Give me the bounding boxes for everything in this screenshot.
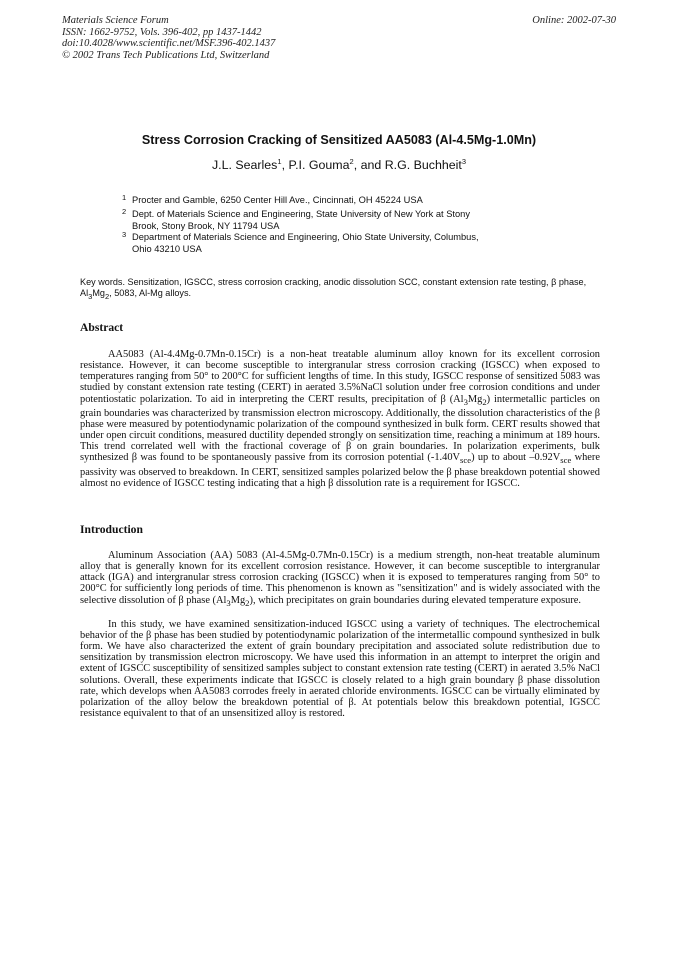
affiliation-number: 2 <box>122 207 127 217</box>
introduction-text: Mg <box>230 594 246 606</box>
affiliation-1 <box>122 195 479 206</box>
author-affil-mark: 2 <box>349 157 354 166</box>
keywords-text: Mg <box>92 288 105 299</box>
affiliation-text-cont: Ohio 43210 USA <box>132 243 202 254</box>
keywords-text: Key words. Sensitization, IGSCC, stress corrosion cracking, anodic dissolution SCC, constant extension rate testing, β phase, Al <box>80 277 587 299</box>
affiliation-number: 3 <box>122 230 127 240</box>
author-name: R.G. Buchheit <box>384 158 462 173</box>
subscript: 3 <box>88 292 93 302</box>
keywords <box>80 277 600 302</box>
author-name: P.I. Gouma <box>288 158 350 173</box>
affiliation-number: 1 <box>122 193 127 202</box>
abstract-text: Mg <box>467 393 483 405</box>
author-separator: , and <box>353 158 385 173</box>
paper-title: Stress Corrosion Cracking of Sensitized AA5083 (Al-4.5Mg-1.0Mn) <box>141 133 537 147</box>
keywords-text: , 5083, Al-Mg alloys. <box>109 288 192 299</box>
abstract-text: ) up to about –0.92V <box>471 452 561 464</box>
online-date: Online: 2002-07-30 <box>532 15 616 26</box>
abstract-body <box>80 349 600 489</box>
introduction-body <box>80 550 600 719</box>
author-name: J.L. Searles <box>211 158 278 173</box>
author-list <box>62 157 616 172</box>
subscript: 2 <box>245 597 250 608</box>
affiliation-3 <box>122 232 479 255</box>
affiliation-text-cont: Brook, Stony Brook, NY 11794 USA <box>132 220 280 231</box>
abstract-text: AA5083 (Al-4.4Mg-0.7Mn-0.15Cr) is a non-heat treatable aluminum alloy known for its excellent corrosion resistance. However, it can become susceptible to intergranular stress corrosion cracking (IGSCC) when exposed to temperatures ranging from 50° to 200°C for sufficient lengths of time. In this study, IGSCC response of sensitized 5083 was studied by constant extension rate testing (CERT) in aerated 3.5%NaCl solution under free corrosion conditions and under potentiostatic polarization. To aid in interpreting the CERT results, precipitation of β (Al <box>80 349 600 405</box>
affiliation-text: Procter and Gamble, 6250 Center Hill Ave., Cincinnati, OH 45224 USA <box>132 195 423 205</box>
issn-line: ISSN: 1662-9752, Vols. 396-402, pp 1437-1442 <box>62 26 262 38</box>
affiliation-text: Department of Materials Science and Engineering, Ohio State University, Columbus, <box>132 232 479 243</box>
abstract-heading: Abstract <box>80 321 124 334</box>
subscript: 2 <box>104 292 110 302</box>
affiliation-text: Dept. of Materials Science and Engineering, State University of New York at Stony <box>132 209 470 220</box>
subscript: 3 <box>463 396 468 407</box>
subscript: sce <box>560 455 572 466</box>
abstract-text: where passivity was observed to breakdown. In CERT, sensitized samples polarized below the β phase breakdown potential showed almost no evidence of IGSCC testing indicating that a high β dissolution rate is a requirement for IGSCC. <box>80 452 600 489</box>
author-affil-mark: 1 <box>277 157 282 166</box>
introduction-text: ), which precipitates on grain boundaries during elevated temperature exposure. <box>249 594 582 606</box>
introduction-paragraph-1 <box>80 550 600 609</box>
introduction-paragraph-2: In this study, we have examined sensitization-induced IGSCC using a variety of techniques. The electrochemical behavior of the β phase has been studied by potentiodynamic polarization of the intermetallic compound synthesized in bulk form. We have also characterized the extent of grain boundary precipitation and associated solute redistribution due to sensitization by transmission electron microscopy. We have used this information in an attempt to interpret the origin and extent of IGSCC susceptibility of sensitized samples subject to constant extension rate testing (CERT) in aerated 3.5% NaCl solutions. Overall, these experiments indicate that IGSCC is closely related to a high grain boundary β phase dissolution rate, which develops when AA5083 corrodes freely in aerated chloride environments. IGSCC can be virtually eliminated by polarization of the alloy below the breakdown potential of β. At potentials below this breakdown potential, IGSCC resistance equivalent to that of an unsensitized alloy is restored. <box>80 618 600 720</box>
affiliation-2 <box>122 209 479 232</box>
journal-name: Materials Science Forum <box>62 15 169 26</box>
author-affil-mark: 3 <box>461 157 467 166</box>
author-separator: , <box>281 158 289 173</box>
journal-header <box>62 15 275 61</box>
introduction-heading: Introduction <box>80 523 143 536</box>
subscript: sce <box>460 455 472 466</box>
doi-line: doi:10.4028/www.scientific.net/MSF.396-402.1437 <box>62 38 276 50</box>
affiliations <box>122 195 479 255</box>
abstract-text: ) intermetallic particles on grain boundaries was characterized by transmission electron microscopy. Additionally, the dissolution characteristics of the β phase were measured by potentiodynamic polarization of the compound synthesized in bulk form. CERT results showed that under open circuit conditions, measured ductility depended strongly on sensitization time, reaching a minimum at 189 hours. This trend correlated well with the fractional coverage of β on grain boundaries. In polarization experiments, bulk synthesized β was found to be spontaneously passive from its corrosion potential (-1.40V <box>80 393 600 464</box>
subscript: 3 <box>226 597 231 608</box>
copyright-line: © 2002 Trans Tech Publications Ltd, Switzerland <box>62 49 270 61</box>
introduction-text: Aluminum Association (AA) 5083 (Al-4.5Mg-0.7Mn-0.15Cr) is a medium strength, non-heat treatable aluminum alloy that is generally known for its excellent corrosion resistance. However, it can become susceptible to intergranular attack (IGA) and intergranular stress corrosion cracking (IGSCC) when it is exposed to temperatures ranging from 50° to 200°C for sufficiently long periods of time. This phenomenon is known as "sensitization" and is widely associated with the selective dissolution of β phase (Al <box>80 550 600 606</box>
abstract-paragraph <box>80 349 600 489</box>
subscript: 2 <box>482 396 487 407</box>
